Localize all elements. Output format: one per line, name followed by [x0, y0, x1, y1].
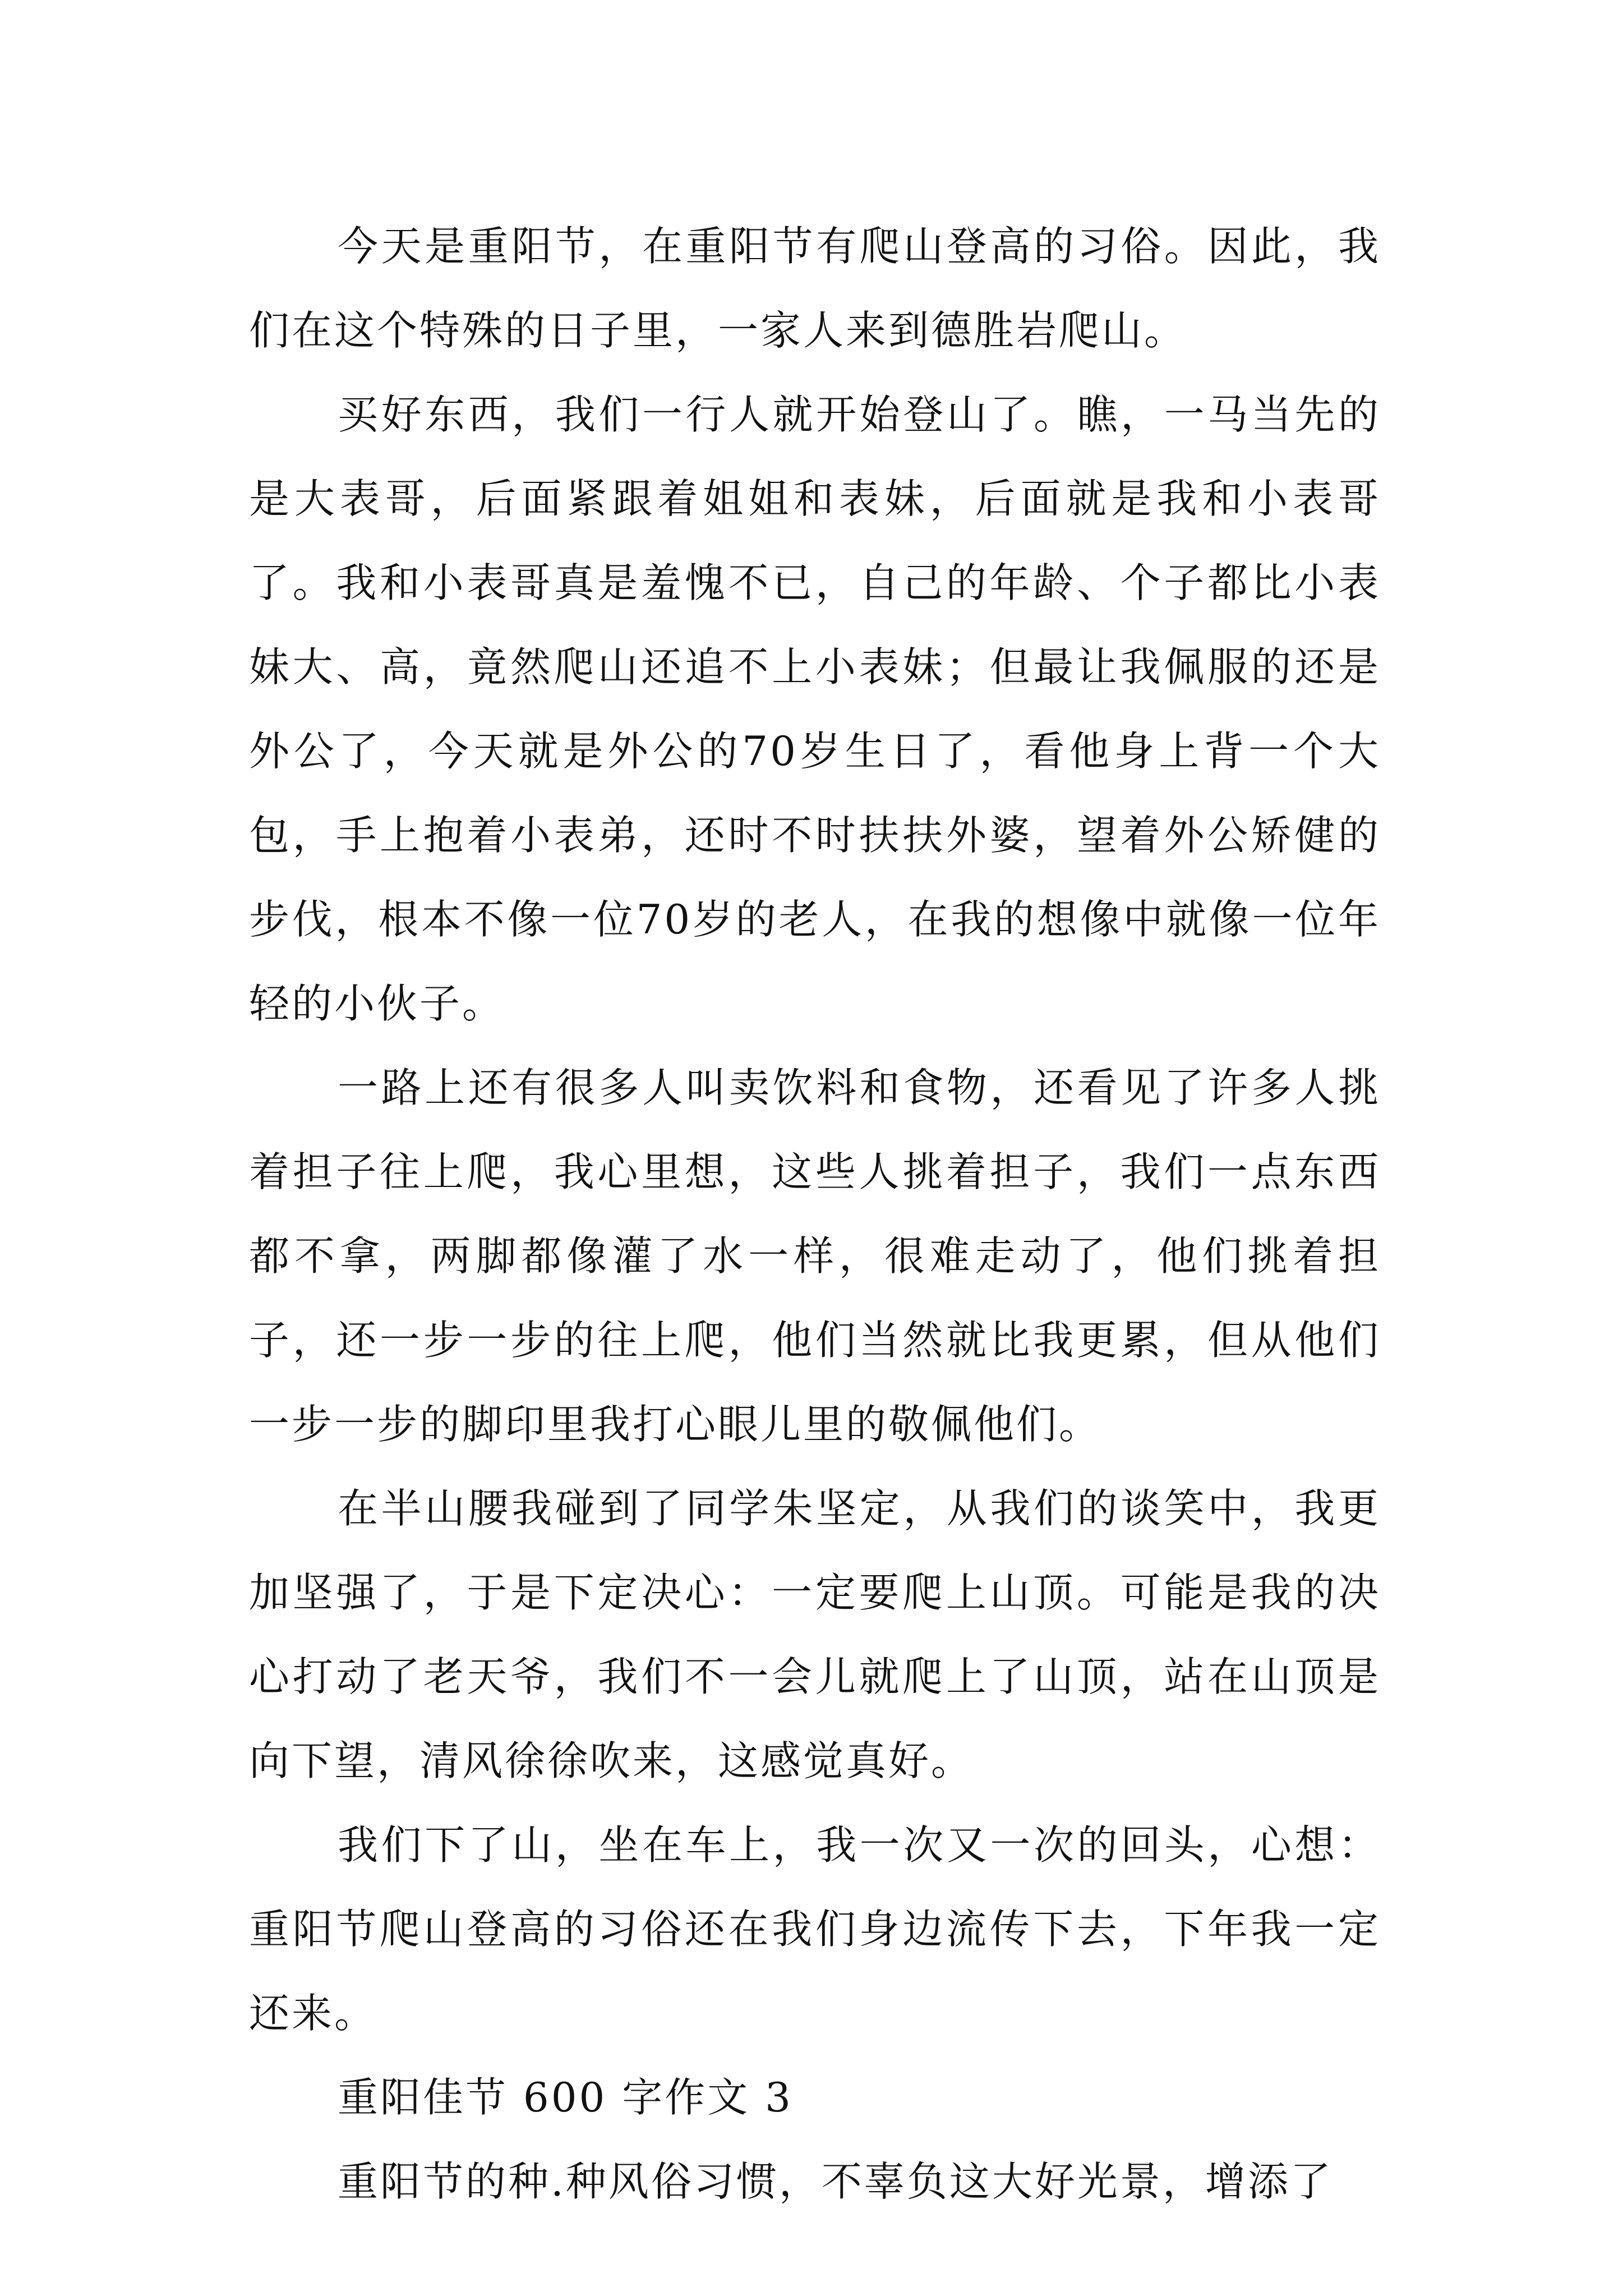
section-heading: 重阳佳节 600 字作文 3	[338, 2074, 793, 2121]
paragraph-6: 重阳节的种.种风俗习惯，不辜负这大好光景，增添了	[338, 2158, 1333, 2205]
paragraph-1: 今天是重阳节，在重阳节有爬山登高的习俗。因此，我们在这个特殊的日子里，一家人来到德胜岩爬山。	[249, 223, 1381, 354]
paragraph-5: 我们下了山，坐在车上，我一次又一次的回头，心想：重阳节爬山登高的习俗还在我们身边流传下去，下年我一定还来。	[249, 1821, 1381, 2037]
paragraph-4: 在半山腰我碰到了同学朱坚定，从我们的谈笑中，我更加坚强了，于是下定决心：一定要爬上山顶。可能是我的决心打动了老天爷，我们不一会儿就爬上了山顶，站在山顶是向下望，清风徐徐吹来，这感觉真好。	[249, 1485, 1381, 1784]
paragraph-3: 一路上还有很多人叫卖饮料和食物，还看见了许多人挑着担子往上爬，我心里想，这些人挑着担子，我们一点东西都不拿，两脚都像灌了水一样，很难走动了，他们挑着担子，还一步一步的往上爬，他们当然就比我更累，但从他们一步一步的脚印里我打心眼儿里的敬佩他们。	[249, 1064, 1381, 1448]
paragraph-2: 买好东西，我们一行人就开始登山了。瞧，一马当先的是大表哥，后面紧跟着姐姐和表妹，后面就是我和小表哥了。我和小表哥真是羞愧不已，自己的年龄、个子都比小表妹大、高，竟然爬山还追不上小表妹；但最让我佩服的还是外公了，今天就是外公的70岁生日了，看他身上背一个大包，手上抱着小表弟，还时不时扶扶外婆，望着外公矫健的步伐，根本不像一位70岁的老人，在我的想像中就像一位年轻的小伙子。	[249, 391, 1381, 1027]
document-body	[249, 204, 1381, 2224]
